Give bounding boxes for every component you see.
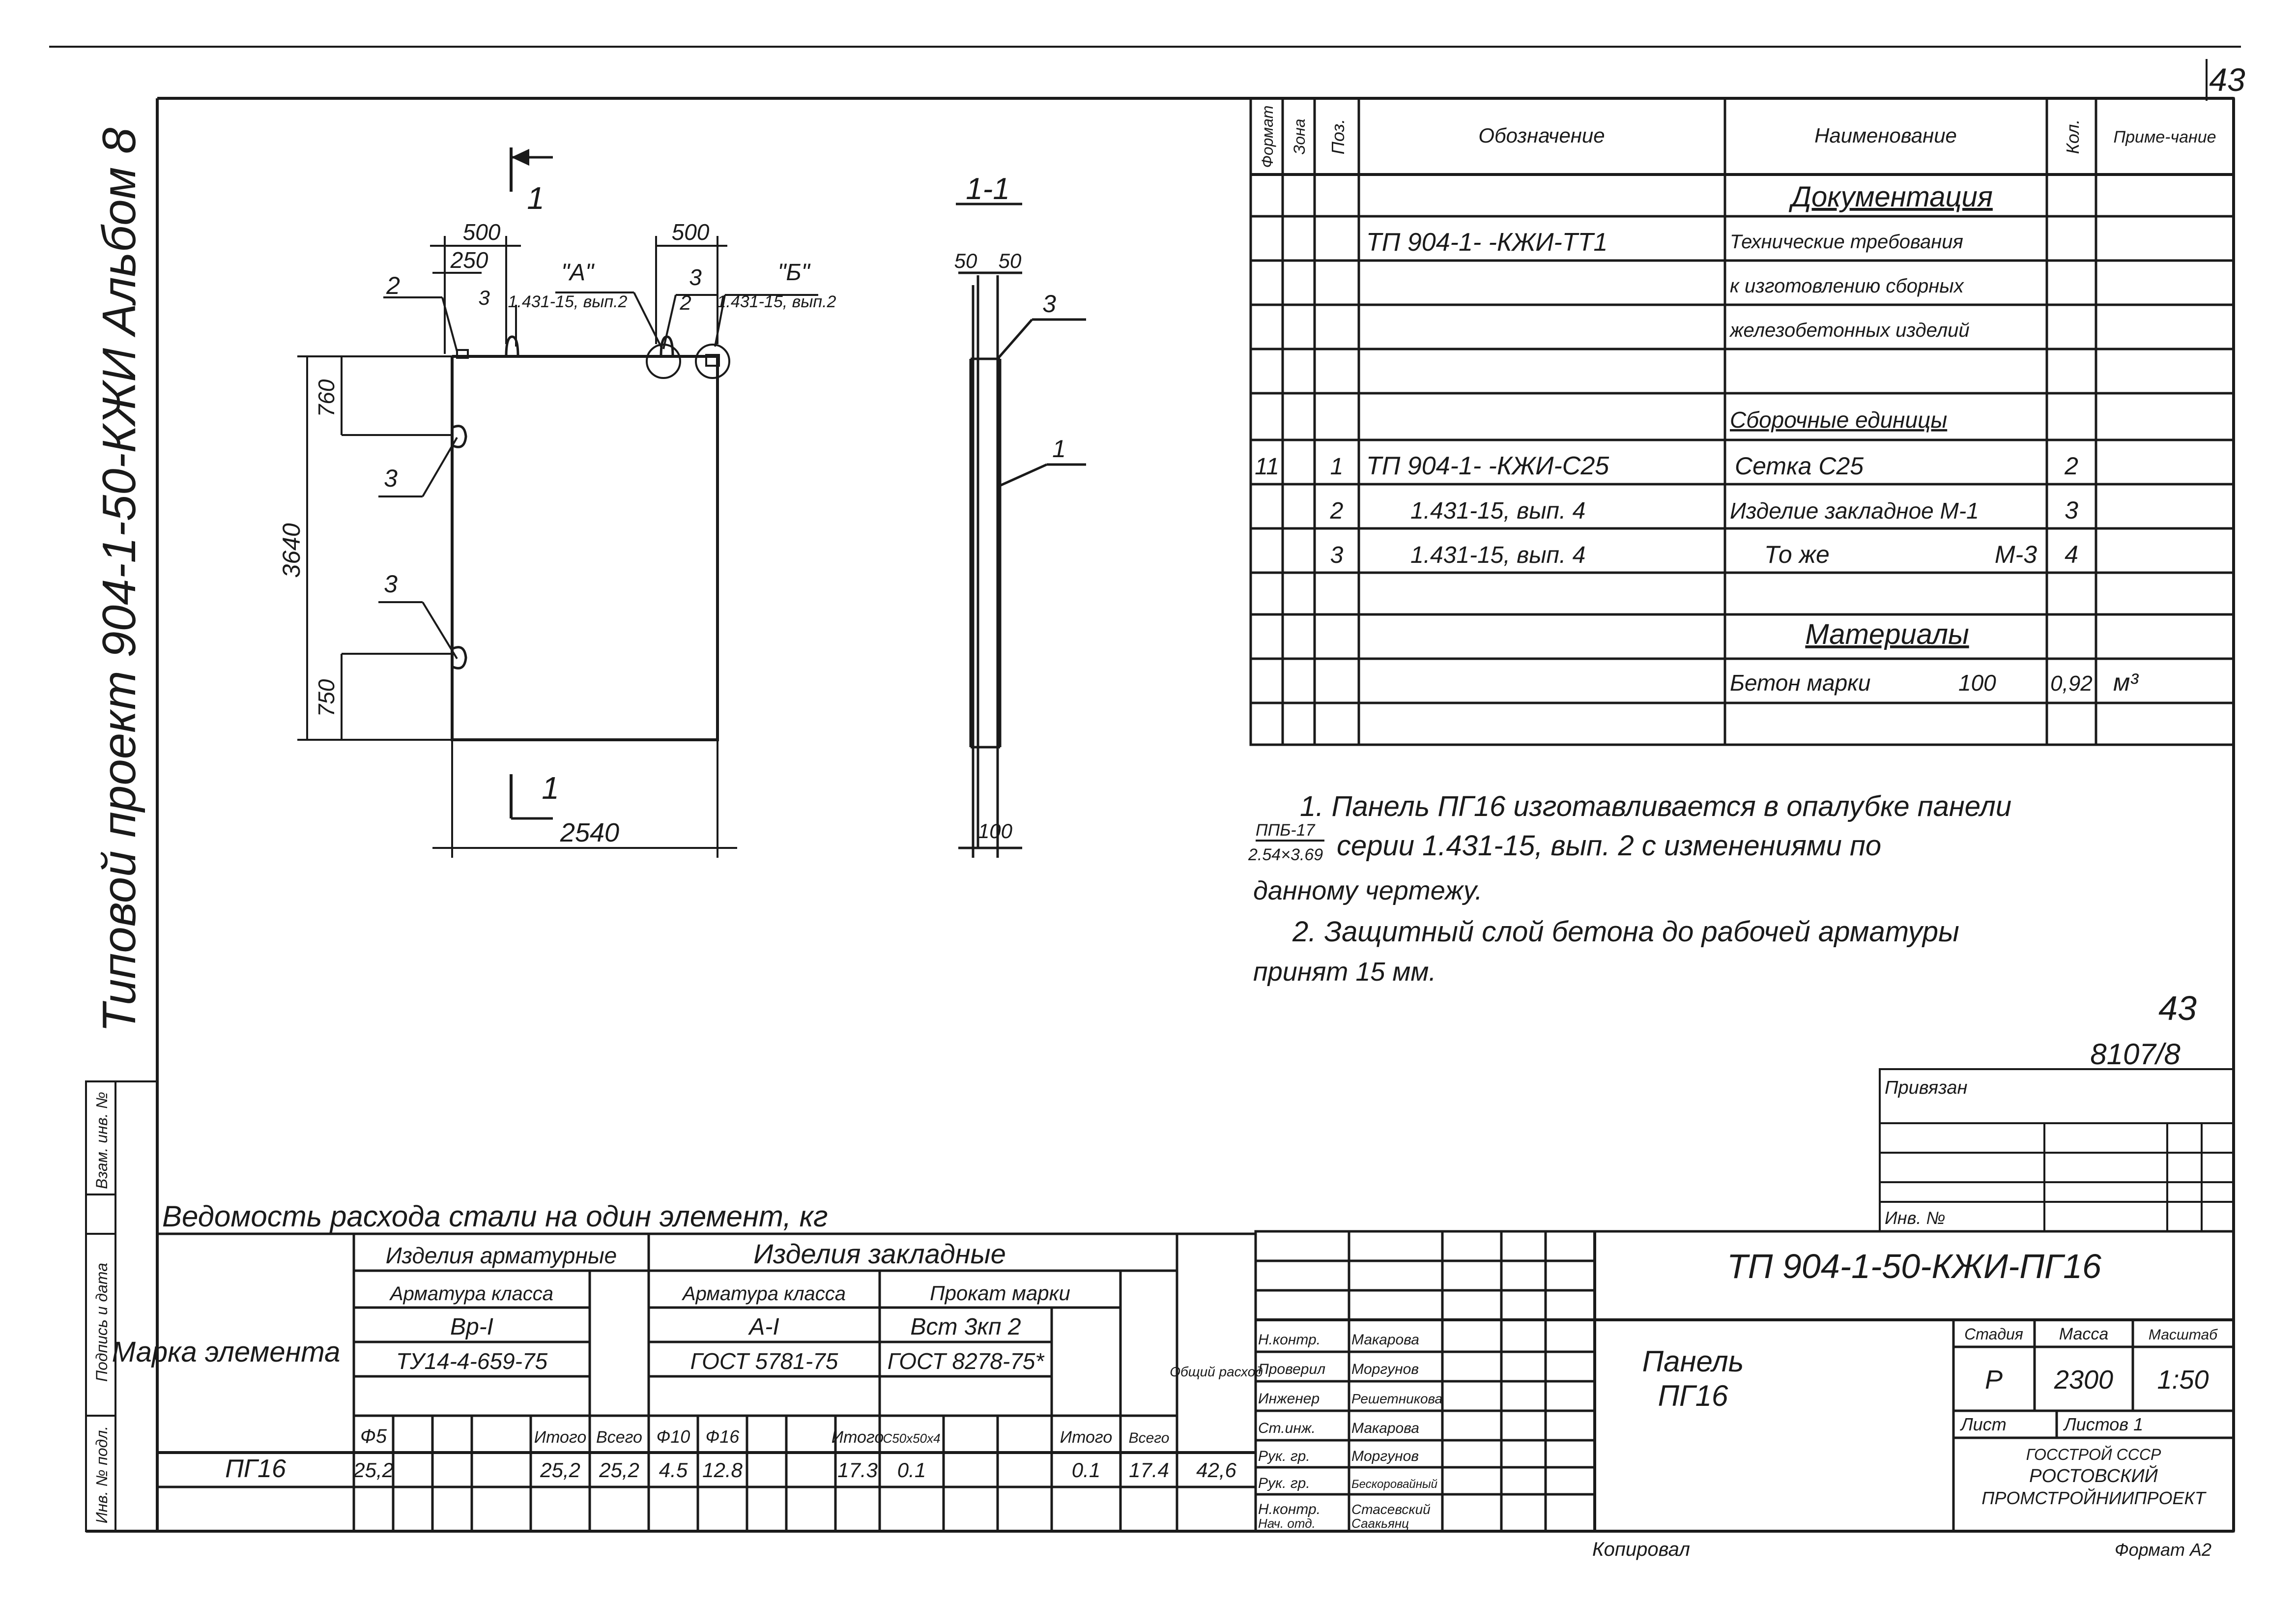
title-org-1: ГОССТРОЙ СССР (2026, 1446, 2161, 1463)
spec-row-1 (1255, 452, 2078, 480)
steel-row-phi5: 25,2 (353, 1458, 394, 1482)
steel-rolled-label: Прокат марки (930, 1281, 1070, 1305)
title-scale: 1:50 (2157, 1365, 2209, 1395)
steel-row-mark: ПГ16 (225, 1455, 286, 1483)
spec-header-zone: Зона (1291, 118, 1308, 155)
steel-row-total: 42,6 (1196, 1458, 1236, 1482)
steel-emb-std: ГОСТ 5781-75 (690, 1348, 838, 1374)
steel-row-itogo: 25,2 (540, 1458, 580, 1482)
dim-750: 750 (314, 679, 339, 717)
signer-name-2: Моргунов (1351, 1361, 1419, 1377)
title-mass-label: Масса (2059, 1325, 2109, 1343)
callout-pos2-right: 2 (680, 291, 691, 314)
spec-row-2-designation: 1.431-15, вып. 4 (1410, 498, 1586, 524)
steel-col-phi16: Ф16 (705, 1426, 740, 1447)
dim-250: 250 (450, 247, 488, 273)
panel-elevation (278, 147, 836, 858)
spec-row-3 (1330, 541, 2078, 568)
footer-copied: Копировал (1592, 1539, 1690, 1560)
callout-pos2-left: 2 (386, 272, 400, 299)
dim-500a: 500 (462, 219, 501, 245)
steel-row (225, 1455, 1236, 1483)
title-code: ТП 904-1-50-КЖИ-ПГ16 (1727, 1247, 2101, 1285)
steel-row-vsego2: 17.4 (1129, 1458, 1169, 1482)
title-name-2: ПГ16 (1658, 1379, 1728, 1412)
callout-b-ref: 1.431-15, вып.2 (717, 292, 836, 311)
spec-row-3-pos: 3 (1330, 542, 1344, 568)
spec-row-1-format: 11 (1255, 454, 1279, 480)
privyazan-label: Привязан (1885, 1077, 1968, 1098)
spec-section-documentation: Документация (1791, 181, 1993, 213)
signer-role-8: Нач. отд. (1258, 1516, 1316, 1531)
title-stage-label: Стадия (1964, 1325, 2023, 1343)
spec-header-designation: Обозначение (1478, 124, 1605, 147)
steel-total-consumption: Общий расход (1170, 1364, 1263, 1379)
spec-material-grade: 100 (1958, 670, 1996, 696)
note-1-frac-top: ППБ-17 (1256, 821, 1315, 840)
callout-pos3-left-a: 3 (384, 465, 398, 492)
spec-doc-name-1: Технические требования (1730, 231, 1963, 253)
steel-row-phi16: 12.8 (702, 1458, 743, 1482)
spec-material-unit: м³ (2113, 669, 2138, 696)
steel-col-profile: С50х50х4 (883, 1431, 941, 1446)
signer-role-5: Рук. гр. (1258, 1448, 1310, 1464)
spec-section-units: Сборочные единицы (1730, 407, 1948, 433)
title-stage: Р (1984, 1365, 2003, 1395)
left-stamp (86, 1081, 157, 1531)
steel-emb-class-label: Арматура класса (682, 1283, 846, 1305)
footer-format: Формат А2 (2115, 1540, 2211, 1560)
spec-row-3-qty: 4 (2065, 541, 2078, 568)
spec-row-2-pos: 2 (1330, 498, 1344, 524)
side-title: Типовой проект 904-1-50-КЖИ Альбом 8 (93, 127, 145, 1033)
steel-col-itogo3: Итого (1060, 1428, 1113, 1447)
signer-role-3: Инженер (1258, 1391, 1320, 1407)
steel-col-phi10: Ф10 (656, 1426, 690, 1447)
callout-b-label: "Б" (777, 260, 810, 286)
spec-header-qty: Кол. (2063, 119, 2083, 154)
dim-2540: 2540 (560, 818, 620, 847)
spec-row-3-designation: 1.431-15, вып. 4 (1410, 542, 1586, 568)
note-1-line-3: данному чертежу. (1253, 876, 1483, 905)
spec-table (1251, 98, 2234, 745)
signer-name-4: Макарова (1351, 1420, 1419, 1436)
dim-100: 100 (977, 819, 1013, 843)
steel-row-profile: 0.1 (897, 1458, 926, 1482)
steel-emb-class: А-I (749, 1314, 779, 1340)
section-pos3: 3 (1042, 290, 1056, 318)
spec-row-2-name: Изделие закладное М-1 (1730, 498, 1979, 524)
signer-name-7: Стасевский (1351, 1502, 1431, 1517)
spec-row-3-name: То же (1764, 541, 1830, 568)
stamp-sign-date: Подпись и дата (93, 1262, 111, 1382)
spec-header-format: Формат (1259, 105, 1276, 168)
note-2-line-2: принят 15 мм. (1253, 957, 1436, 987)
steel-table (112, 1200, 1263, 1531)
title-org-2: РОСТОВСКИЙ (2029, 1466, 2158, 1486)
notes (1248, 790, 2011, 987)
spec-row-1-designation: ТП 904-1- -КЖИ-С25 (1366, 452, 1609, 480)
signers (1258, 1332, 1442, 1531)
stamp-replace: Взам. инв. № (93, 1092, 111, 1189)
spec-doc-name-3: железобетонных изделий (1730, 320, 1970, 341)
sheet-number: 43 (2209, 61, 2245, 98)
signer-role-2: Проверил (1258, 1361, 1326, 1377)
spec-row-3-name-extra: М-3 (1994, 541, 2037, 568)
spec-row-1-pos: 1 (1330, 454, 1344, 480)
stamp-inv-podl: Инв. № подл. (93, 1426, 111, 1524)
dim-500b: 500 (671, 219, 710, 245)
privyazan-inv: Инв. № (1885, 1208, 1946, 1228)
spec-doc-designation: ТП 904-1- -КЖИ-ТТ1 (1366, 228, 1608, 257)
signer-name-5: Моргунов (1351, 1448, 1419, 1464)
note-2-line-1: 2. Защитный слой бетона до рабочей арматуры (1292, 916, 1959, 948)
spec-doc-name-2: к изготовлению сборных (1730, 275, 1964, 297)
note-1-line-1: 1. Панель ПГ16 изготавливается в опалубке панели (1300, 790, 2012, 822)
signer-role-1: Н.контр. (1258, 1332, 1321, 1348)
steel-rolled-grade: Вст 3кп 2 (910, 1314, 1021, 1340)
note-1-frac-bottom: 2.54×3.69 (1248, 845, 1323, 864)
spec-section-materials: Материалы (1805, 618, 1969, 650)
steel-group-embedded: Изделия закладные (753, 1238, 1006, 1269)
spec-header-name: Наименование (1814, 124, 1957, 147)
steel-col-vsego: Всего (596, 1428, 642, 1447)
section-1-1 (954, 172, 1086, 858)
privyazan-block (1880, 1069, 2234, 1231)
spec-row-1-name: Сетка С25 (1735, 452, 1864, 480)
spec-material-qty: 0,92 (2050, 671, 2093, 696)
title-mass: 2300 (2054, 1365, 2114, 1395)
signer-name-6: Бескоровайный (1351, 1478, 1437, 1491)
steel-col-phi5: Ф5 (360, 1426, 387, 1447)
steel-rebar-std: ТУ14-4-659-75 (396, 1348, 548, 1374)
steel-mark-header: Марка элемента (112, 1336, 341, 1368)
title-sheet-label: Лист (1961, 1414, 2007, 1434)
note-1-line-2: серии 1.431-15, вып. 2 с изменениями по (1337, 830, 1882, 862)
callout-pos3-top: 3 (478, 286, 490, 309)
callout-a-label: "А" (561, 260, 594, 286)
steel-row-itogo2: 17.3 (837, 1458, 878, 1482)
section-mark-bottom: 1 (542, 770, 559, 806)
steel-col-vsego2: Всего (1128, 1430, 1170, 1446)
title-sheets-label: Листов 1 (2064, 1414, 2144, 1434)
section-title: 1-1 (966, 172, 1010, 206)
title-org-3: ПРОМСТРОЙНИИПРОЕКТ (1981, 1488, 2206, 1508)
spec-row-2 (1330, 496, 2078, 524)
title-block (1256, 1231, 2234, 1531)
code-8107: 8107/8 (2090, 1038, 2181, 1071)
steel-group-rebar: Изделия арматурные (385, 1243, 617, 1268)
steel-rolled-std: ГОСТ 8278-75* (887, 1348, 1044, 1374)
spec-header-pos: Поз. (1328, 118, 1348, 155)
dim-50b: 50 (998, 249, 1022, 272)
title-name-1: Панель (1642, 1345, 1744, 1378)
dim-50a: 50 (954, 249, 977, 272)
callout-pos3-right: 3 (689, 264, 702, 290)
spec-material-name: Бетон марки (1730, 670, 1871, 696)
callout-a-ref: 1.431-15, вып.2 (508, 292, 628, 311)
signer-role-7: Н.контр. (1258, 1501, 1321, 1517)
signer-name-3: Решетникова (1351, 1391, 1443, 1406)
spec-header-note: Приме-чание (2113, 128, 2216, 146)
steel-col-itogo2: Итого (831, 1428, 884, 1447)
steel-row-vsego: 25,2 (599, 1458, 639, 1482)
section-mark-top: 1 (527, 180, 545, 216)
signer-role-6: Рук. гр. (1258, 1475, 1310, 1491)
signer-role-4: Ст.инж. (1258, 1420, 1316, 1436)
title-scale-label: Масштаб (2148, 1327, 2218, 1343)
dim-3640: 3640 (278, 523, 305, 578)
steel-rebar-class-label: Арматура класса (390, 1283, 554, 1305)
signer-name-8: Саакьянц (1351, 1516, 1409, 1531)
section-pos1: 1 (1052, 435, 1066, 463)
steel-row-phi10: 4.5 (659, 1458, 688, 1482)
steel-row-itogo3: 0.1 (1071, 1458, 1101, 1482)
sheet-number-lower: 43 (2158, 989, 2197, 1027)
callout-pos3-left-b: 3 (384, 570, 398, 598)
steel-table-title: Ведомость расхода стали на один элемент, кг (162, 1200, 828, 1233)
steel-rebar-class: Вр-I (450, 1314, 494, 1340)
spec-row-1-qty: 2 (2065, 452, 2078, 480)
spec-row-2-qty: 3 (2065, 496, 2078, 524)
steel-col-itogo: Итого (534, 1428, 587, 1447)
signer-name-1: Макарова (1351, 1332, 1419, 1348)
dim-760: 760 (314, 379, 339, 417)
